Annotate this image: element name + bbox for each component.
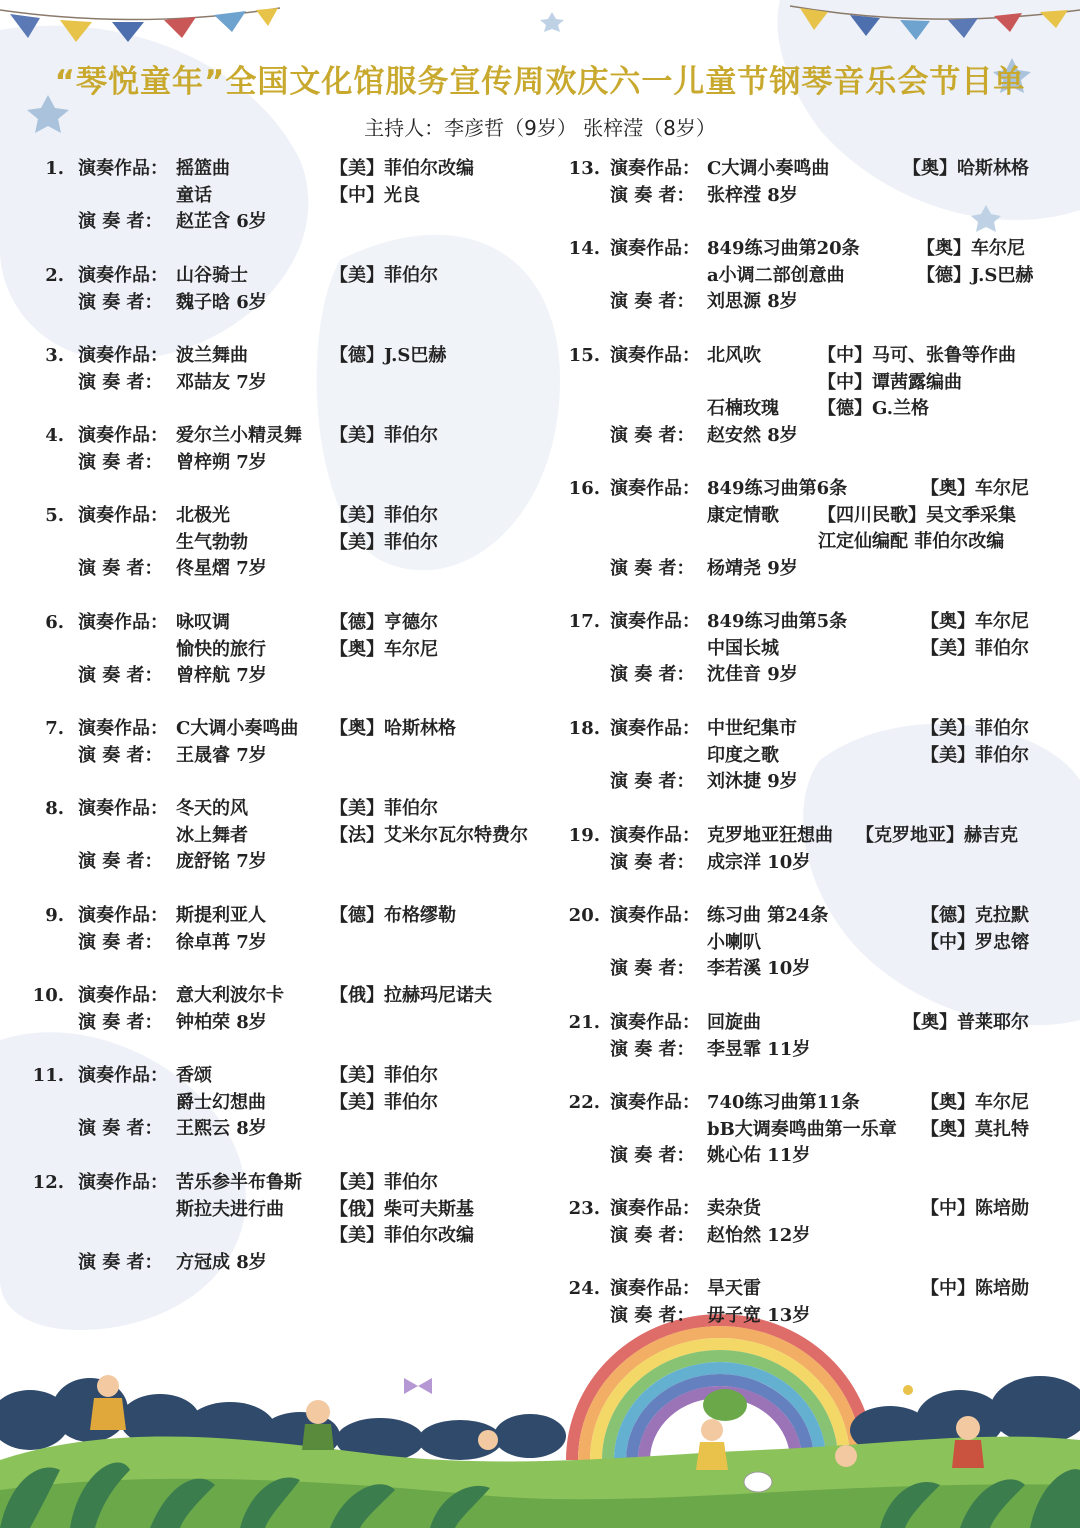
performer-name: 李若溪 10岁 bbox=[707, 958, 811, 980]
performer-row bbox=[0, 556, 1080, 583]
piece-label: 演奏作品： bbox=[610, 825, 700, 846]
composer: 【美】菲伯尔改编 bbox=[330, 158, 474, 179]
piece-label: 演奏作品： bbox=[610, 611, 700, 632]
program-number: 16. bbox=[568, 478, 600, 499]
composer: 【德】亨德尔 bbox=[330, 612, 438, 633]
performer-name: 曾梓航 7岁 bbox=[176, 665, 267, 687]
composer: 【中】陈培勋 bbox=[921, 1198, 1029, 1219]
performer-name: 邓喆友 7岁 bbox=[176, 371, 267, 393]
performer-row bbox=[0, 850, 1080, 877]
program-number: 11. bbox=[32, 1065, 64, 1086]
composer: 【德】J.S巴赫 bbox=[330, 345, 447, 366]
program-number: 5. bbox=[45, 505, 64, 526]
piece-title: 冰上舞者 bbox=[176, 824, 248, 846]
piece-label: 演奏作品： bbox=[78, 1065, 168, 1086]
performer-label: 演 奏 者： bbox=[610, 771, 695, 793]
program-item bbox=[0, 343, 1080, 449]
performer-name: 庞舒铭 7岁 bbox=[176, 851, 267, 873]
performer-row bbox=[0, 183, 1080, 210]
piece-label: 演奏作品： bbox=[78, 718, 168, 739]
performer-label: 演 奏 者： bbox=[610, 424, 695, 446]
piece-title: C大调小奏鸣曲 bbox=[176, 718, 299, 739]
performer-label: 演 奏 者： bbox=[610, 1038, 695, 1060]
performer-row bbox=[0, 209, 1080, 236]
piece-label: 演奏作品： bbox=[78, 345, 168, 366]
composer: 【美】菲伯尔 bbox=[330, 425, 438, 446]
composer: 【美】菲伯尔 bbox=[330, 505, 438, 526]
piece-label: 演奏作品： bbox=[610, 478, 700, 499]
piece-row bbox=[0, 903, 1080, 930]
piece-title: 卖杂货 bbox=[707, 1198, 761, 1219]
piece-title: 849练习曲第20条 bbox=[707, 238, 860, 259]
hosts-line: 主持人：李彦哲（9岁） 张梓滢（8岁） bbox=[364, 116, 716, 140]
piece-row bbox=[0, 1090, 1080, 1117]
program-number: 12. bbox=[32, 1172, 64, 1193]
piece-title: 回旋曲 bbox=[707, 1012, 761, 1033]
program-item bbox=[0, 1276, 1080, 1329]
performer-name: 张梓滢 8岁 bbox=[707, 184, 798, 206]
piece-label: 演奏作品： bbox=[78, 505, 168, 526]
performer-label: 演 奏 者： bbox=[78, 291, 163, 313]
program-number: 2. bbox=[45, 265, 64, 286]
piece-label: 演奏作品： bbox=[610, 158, 700, 179]
piece-title: 斯提利亚人 bbox=[176, 905, 266, 926]
performer-name: 方冠成 8岁 bbox=[176, 1251, 267, 1273]
piece-title: 印度之歌 bbox=[707, 744, 779, 766]
piece-title: 咏叹调 bbox=[176, 612, 230, 633]
performer-name: 杨靖尧 9岁 bbox=[707, 557, 798, 579]
performer-name: 刘思源 8岁 bbox=[707, 291, 798, 313]
performer-name: 钟柏荣 8岁 bbox=[176, 1011, 267, 1033]
piece-title: 愉快的旅行 bbox=[176, 638, 266, 660]
composer: 【美】菲伯尔 bbox=[330, 531, 438, 553]
performer-label: 演 奏 者： bbox=[78, 744, 163, 766]
composer: 【奥】车尔尼 bbox=[921, 611, 1029, 632]
composer: 【法】艾米尔瓦尔特费尔 bbox=[330, 824, 528, 846]
program-number: 24. bbox=[568, 1278, 600, 1299]
composer: 【中】马可、张鲁等作曲 bbox=[818, 345, 1016, 366]
piece-row bbox=[0, 743, 1080, 770]
program-item bbox=[0, 716, 1080, 796]
performer-label: 演 奏 者： bbox=[610, 1224, 695, 1246]
piece-label: 演奏作品： bbox=[78, 905, 168, 926]
program-item bbox=[0, 1010, 1080, 1063]
program-item bbox=[0, 823, 1080, 876]
performer-name: 刘沐捷 9岁 bbox=[707, 771, 798, 793]
piece-label: 演奏作品： bbox=[78, 798, 168, 819]
composer: 【美】菲伯尔 bbox=[921, 744, 1029, 766]
program-number: 10. bbox=[32, 985, 64, 1006]
performer-label: 演 奏 者： bbox=[610, 664, 695, 686]
composer: 【俄】柴可夫斯基 bbox=[330, 1198, 474, 1220]
performer-name: 徐卓苒 7岁 bbox=[176, 931, 267, 953]
piece-title: 冬天的风 bbox=[176, 798, 248, 819]
performer-row bbox=[0, 1250, 1080, 1277]
performer-label: 演 奏 者： bbox=[610, 184, 695, 206]
piece-row bbox=[0, 1063, 1080, 1090]
performer-name: 赵安然 8岁 bbox=[707, 424, 798, 446]
program-number: 15. bbox=[568, 345, 600, 366]
composer: 【美】菲伯尔 bbox=[330, 1091, 438, 1113]
composer: 【德】布格缪勒 bbox=[330, 905, 456, 926]
performer-label: 演 奏 者： bbox=[78, 211, 163, 233]
performer-name: 佟星熠 7岁 bbox=[176, 558, 267, 580]
composer: 【美】菲伯尔 bbox=[921, 637, 1029, 659]
program-item bbox=[0, 1196, 1080, 1249]
piece-row bbox=[0, 476, 1080, 503]
piece-title: 北风吹 bbox=[707, 345, 761, 366]
performer-label: 演 奏 者： bbox=[610, 851, 695, 873]
piece-title: 740练习曲第11条 bbox=[707, 1092, 860, 1113]
composer: 【德】J.S巴赫 bbox=[917, 264, 1034, 286]
composer: 【美】菲伯尔 bbox=[330, 1172, 438, 1193]
page-title: “琴悦童年”全国文化馆服务宣传周欢庆六一儿童节钢琴音乐会节目单 bbox=[54, 64, 1026, 100]
program-number: 4. bbox=[45, 425, 64, 446]
piece-row bbox=[0, 396, 1080, 423]
performer-label: 演 奏 者： bbox=[78, 931, 163, 953]
composer: 【奥】车尔尼 bbox=[917, 238, 1025, 259]
composer: 【美】菲伯尔 bbox=[330, 798, 438, 819]
piece-title: 山谷骑士 bbox=[176, 265, 248, 286]
piece-label: 演奏作品： bbox=[610, 1278, 700, 1299]
piece-title: 石楠玫瑰 bbox=[707, 398, 779, 420]
piece-label: 演奏作品： bbox=[610, 905, 700, 926]
performer-row bbox=[0, 1143, 1080, 1170]
piece-title: 童话 bbox=[176, 184, 212, 206]
performer-name: 魏子晗 6岁 bbox=[176, 291, 267, 313]
piece-label: 演奏作品： bbox=[610, 1198, 700, 1219]
performer-row bbox=[0, 662, 1080, 689]
program-item bbox=[0, 156, 1080, 209]
performer-name: 赵芷含 6岁 bbox=[176, 211, 267, 233]
program-number: 13. bbox=[568, 158, 600, 179]
performer-row bbox=[0, 423, 1080, 450]
composer: 【奥】莫扎特 bbox=[921, 1118, 1029, 1140]
performer-label: 演 奏 者： bbox=[78, 1011, 163, 1033]
composer: 【中】罗忠镕 bbox=[921, 931, 1029, 953]
program-number: 19. bbox=[568, 825, 600, 846]
piece-title: 小喇叭 bbox=[707, 931, 761, 953]
program-number: 7. bbox=[45, 718, 64, 739]
piece-title: 苦乐参半布鲁斯 bbox=[176, 1172, 302, 1193]
piece-title: 康定情歌 bbox=[707, 504, 779, 526]
performer-label: 演 奏 者： bbox=[78, 851, 163, 873]
composer: 江定仙编配 菲伯尔改编 bbox=[818, 531, 1005, 553]
composer: 【奥】车尔尼 bbox=[921, 1092, 1029, 1113]
piece-title: 生气勃勃 bbox=[176, 531, 248, 553]
piece-row bbox=[0, 716, 1080, 743]
piece-title: 旱天雷 bbox=[707, 1278, 761, 1299]
performer-label: 演 奏 者： bbox=[610, 1145, 695, 1167]
performer-label: 演 奏 者： bbox=[610, 1304, 695, 1326]
piece-label: 演奏作品： bbox=[78, 985, 168, 1006]
composer: 【克罗地亚】赫吉克 bbox=[856, 825, 1018, 846]
composer: 【美】菲伯尔 bbox=[330, 265, 438, 286]
program-item bbox=[0, 903, 1080, 983]
piece-label: 演奏作品： bbox=[78, 158, 168, 179]
piece-label: 演奏作品： bbox=[610, 238, 700, 259]
performer-name: 沈佳音 9岁 bbox=[707, 664, 798, 686]
piece-row bbox=[0, 236, 1080, 263]
performer-row bbox=[0, 289, 1080, 316]
performer-row bbox=[0, 956, 1080, 983]
program-number: 20. bbox=[568, 905, 600, 926]
piece-row bbox=[0, 930, 1080, 957]
piece-title: 练习曲 第24条 bbox=[707, 905, 829, 926]
piece-label: 演奏作品： bbox=[78, 612, 168, 633]
program-number: 14. bbox=[568, 238, 600, 259]
piece-title: 香颂 bbox=[176, 1065, 212, 1086]
performer-name: 李昱霏 11岁 bbox=[707, 1038, 811, 1060]
performer-label: 演 奏 者： bbox=[78, 371, 163, 393]
program-number: 23. bbox=[568, 1198, 600, 1219]
composer: 【美】菲伯尔 bbox=[921, 718, 1029, 739]
composer: 【奥】车尔尼 bbox=[921, 478, 1029, 499]
performer-label: 演 奏 者： bbox=[610, 958, 695, 980]
piece-label: 演奏作品： bbox=[78, 1172, 168, 1193]
performer-name: 姚心佑 11岁 bbox=[707, 1145, 811, 1167]
piece-title: C大调小奏鸣曲 bbox=[707, 158, 830, 179]
composer: 【美】菲伯尔改编 bbox=[330, 1225, 474, 1247]
piece-label: 演奏作品： bbox=[610, 1012, 700, 1033]
piece-title: 中国长城 bbox=[707, 637, 779, 659]
piece-title: 北极光 bbox=[176, 505, 230, 526]
performer-label: 演 奏 者： bbox=[78, 1251, 163, 1273]
piece-title: 斯拉夫进行曲 bbox=[176, 1198, 284, 1220]
program-item bbox=[0, 1090, 1080, 1170]
piece-label: 演奏作品： bbox=[610, 1092, 700, 1113]
composer: 【中】光良 bbox=[330, 184, 420, 206]
piece-title: 意大利波尔卡 bbox=[176, 985, 284, 1006]
piece-row bbox=[0, 983, 1080, 1010]
piece-row bbox=[0, 1117, 1080, 1144]
piece-row bbox=[0, 823, 1080, 850]
program-number: 9. bbox=[45, 905, 64, 926]
piece-row bbox=[0, 796, 1080, 823]
piece-title: bB大调奏鸣曲第一乐章 bbox=[707, 1118, 897, 1140]
performer-name: 赵怡然 12岁 bbox=[707, 1224, 811, 1246]
piece-title: 爵士幻想曲 bbox=[176, 1091, 266, 1113]
piece-row bbox=[0, 636, 1080, 663]
program-number: 22. bbox=[568, 1092, 600, 1113]
piece-title: 中世纪集市 bbox=[707, 718, 797, 739]
composer: 【四川民歌】吴文季采集 bbox=[818, 504, 1016, 526]
performer-name: 成宗洋 10岁 bbox=[707, 851, 811, 873]
piece-row bbox=[0, 1276, 1080, 1303]
performer-row bbox=[0, 450, 1080, 477]
piece-title: 849练习曲第6条 bbox=[707, 478, 848, 499]
piece-title: 克罗地亚狂想曲 bbox=[707, 825, 833, 846]
performer-row bbox=[0, 1037, 1080, 1064]
performer-label: 演 奏 者： bbox=[78, 558, 163, 580]
program-number: 18. bbox=[568, 718, 600, 739]
performer-label: 演 奏 者： bbox=[78, 665, 163, 687]
program-number: 6. bbox=[45, 612, 64, 633]
piece-row bbox=[0, 370, 1080, 397]
piece-label: 演奏作品： bbox=[78, 425, 168, 446]
performer-name: 曾梓朔 7岁 bbox=[176, 451, 267, 473]
performer-label: 演 奏 者： bbox=[610, 557, 695, 579]
composer: 【奥】哈斯林格 bbox=[330, 718, 456, 739]
piece-row bbox=[0, 156, 1080, 183]
composer: 【中】谭茜露编曲 bbox=[818, 371, 962, 393]
performer-name: 毋子宽 13岁 bbox=[707, 1304, 811, 1326]
composer: 【德】克拉默 bbox=[921, 905, 1029, 926]
composer: 【奥】普莱耶尔 bbox=[903, 1012, 1029, 1033]
program-item bbox=[0, 476, 1080, 582]
composer: 【美】菲伯尔 bbox=[330, 1065, 438, 1086]
program-number: 3. bbox=[45, 345, 64, 366]
piece-row bbox=[0, 263, 1080, 290]
program-number: 21. bbox=[568, 1012, 600, 1033]
performer-row bbox=[0, 1303, 1080, 1330]
piece-row bbox=[0, 609, 1080, 636]
piece-title: 摇篮曲 bbox=[176, 158, 230, 179]
performer-row bbox=[0, 1223, 1080, 1250]
composer: 【德】G.兰格 bbox=[818, 398, 929, 420]
piece-row bbox=[0, 503, 1080, 530]
piece-row bbox=[0, 1010, 1080, 1037]
composer: 【俄】拉赫玛尼诺夫 bbox=[330, 985, 492, 1006]
program-item bbox=[0, 609, 1080, 689]
piece-row bbox=[0, 343, 1080, 370]
composer: 【中】陈培勋 bbox=[921, 1278, 1029, 1299]
program-number: 8. bbox=[45, 798, 64, 819]
piece-row bbox=[0, 1196, 1080, 1223]
piece-title: 爱尔兰小精灵舞 bbox=[176, 425, 302, 446]
composer: 【奥】哈斯林格 bbox=[903, 158, 1029, 179]
composer: 【奥】车尔尼 bbox=[330, 638, 438, 660]
piece-label: 演奏作品： bbox=[610, 345, 700, 366]
performer-name: 王晟睿 7岁 bbox=[176, 744, 267, 766]
piece-row bbox=[0, 1170, 1080, 1197]
performer-name: 王熙云 8岁 bbox=[176, 1118, 267, 1140]
program-item bbox=[0, 236, 1080, 316]
performer-row bbox=[0, 769, 1080, 796]
performer-label: 演 奏 者： bbox=[78, 1118, 163, 1140]
performer-label: 演 奏 者： bbox=[78, 451, 163, 473]
program-number: 17. bbox=[568, 611, 600, 632]
piece-row bbox=[0, 529, 1080, 556]
piece-label: 演奏作品： bbox=[610, 718, 700, 739]
piece-title: 波兰舞曲 bbox=[176, 345, 248, 366]
program-number: 1. bbox=[45, 158, 64, 179]
piece-label: 演奏作品： bbox=[78, 265, 168, 286]
performer-label: 演 奏 者： bbox=[610, 291, 695, 313]
piece-title: a小调二部创意曲 bbox=[707, 264, 845, 286]
piece-title: 849练习曲第5条 bbox=[707, 611, 848, 632]
